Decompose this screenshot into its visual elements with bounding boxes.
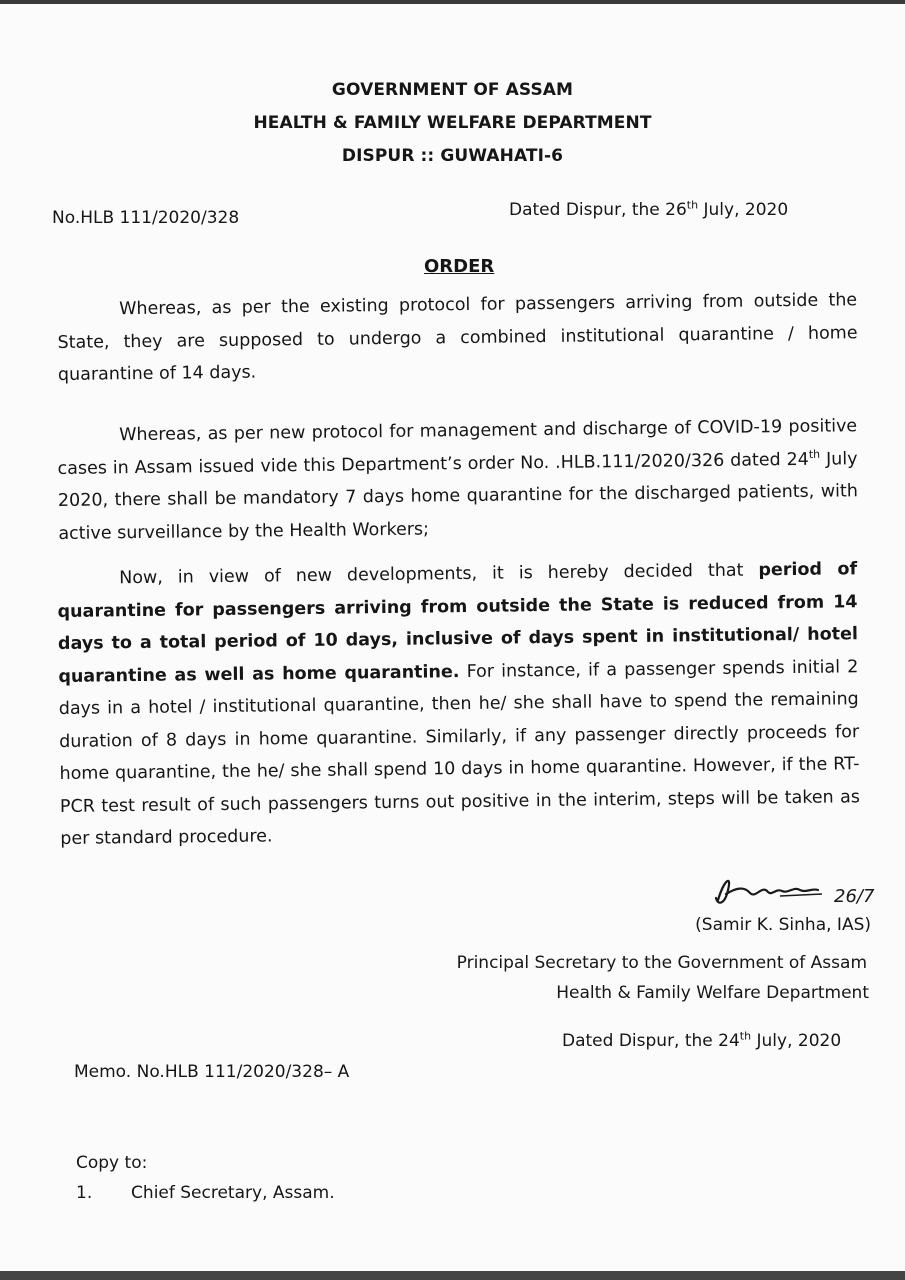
paragraph-1: Whereas, as per the existing protocol for passengers arriving from outside the State, they are supposed to undergo a combined institutional quarantine / home quarantine of 14 days. bbox=[57, 290, 858, 385]
memo-date: Dated Dispur, the 24th July, 2020 bbox=[562, 1029, 842, 1051]
copy-to-item-text: Chief Secretary, Assam. bbox=[131, 1183, 335, 1203]
order-date: Dated Dispur, the 26th July, 2020 bbox=[509, 198, 789, 220]
copy-to-item bbox=[76, 1183, 335, 1203]
signatory-designation: Principal Secretary to the Government of Assam bbox=[456, 953, 867, 973]
signatory-department: Health & Family Welfare Department bbox=[556, 983, 869, 1003]
copy-to-label: Copy to: bbox=[76, 1153, 148, 1173]
order-title: ORDER bbox=[424, 256, 495, 277]
signature-date: 26/7 bbox=[834, 886, 875, 907]
paragraph-3: Now, in view of new developments, it is hereby decided that period of quarantine for passengers arriving from outside the State is reduced from 14 days to a total period of 10 days, inclusive of days spent in institutional/ hotel quarantine as well as home quarantine. For instance, if a passenger spends initial 2 days in a hotel / institutional quarantine, then he/ she shall have to spend the remaining duration of 8 days in home quarantine. Similarly, if any passenger directly proceeds for home quarantine, the he/ she shall spend 10 days in home quarantine. However, if the RT-PCR test result of such passengers turns out positive in the interim, steps will be taken as per standard procedure. bbox=[57, 559, 861, 849]
scan-bottom-edge bbox=[0, 1271, 905, 1280]
paragraph-2: Whereas, as per new protocol for management and discharge of COVID-19 positive cases in Assam issued vide this Department’s order No. .HLB.111/2020/326 dated 24th July 2020, there shall be mandatory 7 days home quarantine for the discharged patients, with active surveillance by the Health Workers; bbox=[57, 416, 859, 544]
header-location: DISPUR :: GUWAHATI-6 bbox=[341, 146, 564, 166]
order-number: No.HLB 111/2020/328 bbox=[52, 208, 240, 228]
header-government: GOVERNMENT OF ASSAM bbox=[331, 80, 574, 100]
signature bbox=[710, 866, 890, 920]
header-department: HEALTH & FAMILY WELFARE DEPARTMENT bbox=[253, 113, 652, 133]
signatory-name: (Samir K. Sinha, IAS) bbox=[695, 915, 871, 935]
memo-number: Memo. No.HLB 111/2020/328– A bbox=[74, 1062, 350, 1082]
copy-to-item-number: 1. bbox=[76, 1183, 93, 1203]
